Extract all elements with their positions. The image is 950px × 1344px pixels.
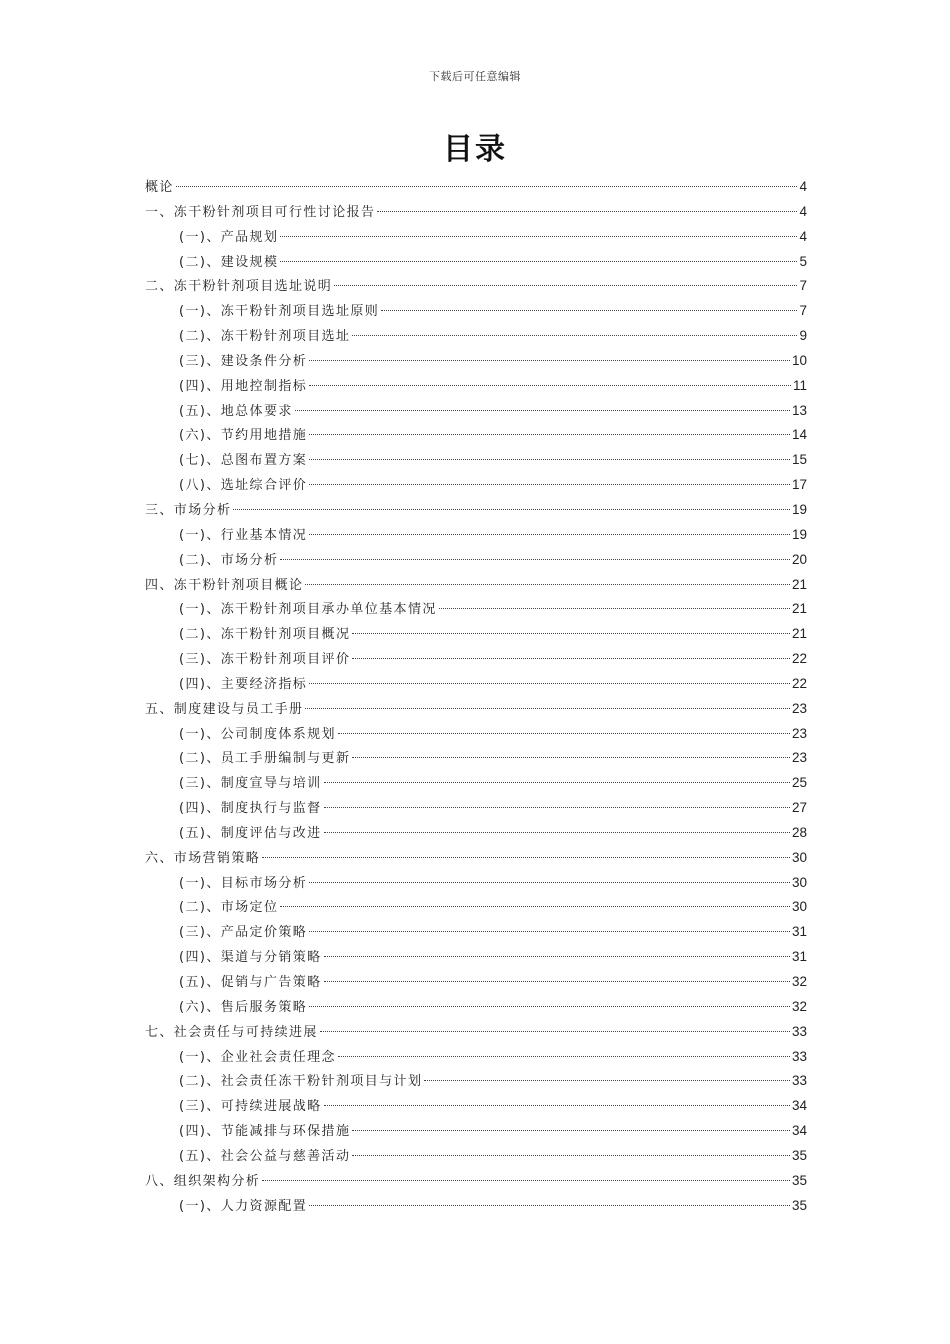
toc-dot-leader [338,733,790,734]
toc-entry[interactable] [145,1119,807,1144]
toc-dot-leader [352,757,790,758]
toc-entry[interactable] [145,498,807,523]
toc-entry-page-number[interactable]: 35 [791,1147,807,1163]
toc-title: 目录 [443,132,507,167]
toc-entry[interactable] [145,399,807,424]
toc-entry-page-number[interactable]: 10 [791,352,807,368]
toc-entry-page-number[interactable]: 25 [791,775,807,791]
toc-entry[interactable] [145,920,807,945]
toc-entry-page-number[interactable]: 33 [791,1048,807,1064]
toc-dot-leader [280,261,797,262]
toc-entry[interactable] [145,970,807,995]
toc-entry-page-number[interactable]: 19 [791,526,807,542]
toc-entry-page-number[interactable]: 30 [791,874,807,890]
toc-entry[interactable] [145,523,807,548]
toc-entry-page-number[interactable]: 4 [799,203,807,219]
toc-entry-page-number[interactable]: 23 [791,725,807,741]
toc-dot-leader [280,906,790,907]
toc-dot-leader [424,1080,790,1081]
toc-entry-label[interactable]: (二)、冻干粉针剂项目概况 [179,627,351,643]
toc-entry-page-number[interactable]: 9 [799,328,807,344]
toc-entry[interactable] [145,473,807,498]
toc-entry-label[interactable]: (二)、社会责任冻干粉针剂项目与计划 [179,1074,423,1090]
toc-dot-leader [352,335,797,336]
toc-dot-leader [305,584,790,585]
toc-dot-leader [309,683,790,684]
toc-entry-page-number[interactable]: 21 [791,601,807,617]
toc-entry-label[interactable]: (七)、总图布置方案 [179,453,308,469]
toc-entry-page-number[interactable]: 34 [791,1098,807,1114]
toc-entry-page-number[interactable]: 5 [799,253,807,269]
toc-dot-leader [352,658,790,659]
toc-entry-page-number[interactable]: 13 [791,402,807,418]
toc-entry-label[interactable]: 五、制度建设与员工手册 [145,701,304,717]
toc-dot-leader [309,385,791,386]
toc-dot-leader [309,434,790,435]
toc-dot-leader [309,931,790,932]
toc-entry-page-number[interactable]: 23 [791,750,807,766]
toc-entry-page-number[interactable]: 20 [791,551,807,567]
toc-entry[interactable] [145,945,807,970]
toc-dot-leader [377,211,797,212]
toc-entry-label[interactable]: (四)、制度执行与监督 [179,801,322,817]
toc-entry[interactable] [145,274,807,299]
toc-entry[interactable] [145,746,807,771]
toc-entry-label[interactable]: (五)、社会公益与慈善活动 [179,1148,351,1164]
toc-dot-leader [280,559,790,560]
toc-entry-page-number[interactable]: 28 [791,824,807,840]
toc-entry-label[interactable]: 概论 [145,180,174,195]
toc-dot-leader [262,1180,790,1181]
toc-dot-leader [233,509,790,510]
toc-entry-label[interactable]: (二)、市场分析 [179,552,279,568]
toc-entry[interactable] [145,548,807,573]
toc-entry[interactable] [145,1069,807,1094]
toc-entry[interactable] [145,423,807,448]
toc-entry[interactable] [145,573,807,598]
toc-dot-leader [309,459,790,460]
toc-dot-leader [324,1105,790,1106]
toc-dot-leader [262,857,790,858]
toc-entry[interactable] [145,597,807,622]
toc-entry-page-number[interactable]: 22 [791,675,807,691]
toc-dot-leader [309,1006,790,1007]
toc-entry[interactable] [145,821,807,846]
toc-dot-leader [381,310,797,311]
toc-entry-page-number[interactable]: 7 [799,278,807,294]
toc-dot-leader [324,981,790,982]
toc-entry[interactable] [145,771,807,796]
toc-dot-leader [280,236,797,237]
toc-entry[interactable] [145,722,807,747]
toc-entry[interactable] [145,672,807,697]
toc-entry-label[interactable]: (二)、市场定位 [179,900,279,916]
toc-entry-page-number[interactable]: 35 [791,1197,807,1213]
toc-entry[interactable] [145,697,807,722]
toc-entry-label[interactable]: (五)、促销与广告策略 [179,975,322,990]
toc-entry[interactable] [145,846,807,871]
toc-entry-page-number[interactable]: 14 [791,427,807,443]
toc-dot-leader [352,633,790,634]
toc-entry-label[interactable]: (一)、冻干粉针剂项目选址原则 [179,304,380,320]
toc-entry-label[interactable]: (一)、公司制度体系规划 [179,726,336,742]
toc-entry[interactable] [145,200,807,225]
toc-entry-page-number[interactable]: 30 [791,849,807,865]
toc-entry[interactable] [145,1194,807,1219]
toc-entry-page-number[interactable]: 34 [791,1123,807,1139]
toc-entry[interactable] [145,175,807,200]
toc-entry-label[interactable]: (二)、建设规模 [179,254,279,270]
toc-entry-page-number[interactable]: 4 [799,228,807,244]
toc-entry-label[interactable]: 七、社会责任与可持续进展 [145,1024,318,1040]
toc-entry-page-number[interactable]: 11 [792,377,807,393]
toc-entry[interactable] [145,1045,807,1070]
toc-entry-label[interactable]: 六、市场营销策略 [145,850,261,866]
header-note: 下载后可任意编辑 [429,70,521,83]
toc-dot-leader [352,1155,790,1156]
toc-entry-page-number[interactable]: 19 [791,501,807,517]
toc-entry-page-number[interactable]: 22 [791,651,807,667]
toc-entry-label[interactable]: (五)、地总体要求 [179,403,293,419]
toc-entry-page-number[interactable]: 17 [791,477,807,493]
toc-entry[interactable] [145,299,807,324]
toc-dot-leader [176,186,798,187]
toc-entry[interactable] [145,1144,807,1169]
toc-entry-page-number[interactable]: 31 [791,949,807,965]
toc-entry-page-number[interactable]: 31 [791,924,807,940]
toc-entry-label[interactable]: (五)、制度评估与改进 [179,825,322,841]
toc-entry-page-number[interactable]: 33 [791,1023,807,1039]
toc-entry-label[interactable]: (一)、企业社会责任理念 [179,1049,336,1065]
toc-entry-page-number[interactable]: 21 [791,576,807,592]
toc-entry-label[interactable]: (一)、人力资源配置 [179,1198,308,1214]
toc-entry-label[interactable]: (一)、行业基本情况 [179,527,308,543]
toc-entry[interactable] [145,225,807,250]
toc-entry[interactable] [145,647,807,672]
toc-entry[interactable] [145,448,807,473]
toc-entry-label[interactable]: (八)、选址综合评价 [179,478,308,494]
toc-entry-label[interactable]: 一、冻干粉针剂项目可行性讨论报告 [145,204,376,220]
toc-entry-page-number[interactable]: 32 [791,998,807,1014]
toc-dot-leader [352,1130,790,1131]
toc-entry-page-number[interactable]: 35 [791,1172,807,1188]
toc-entry-page-number[interactable]: 21 [791,626,807,642]
toc-dot-leader [309,882,790,883]
toc-dot-leader [320,1031,790,1032]
toc-dot-leader [324,832,790,833]
toc-entry-page-number[interactable]: 15 [791,452,807,468]
toc-entry-label[interactable]: (二)、员工手册编制与更新 [179,751,351,767]
toc-entry-label[interactable]: 四、冻干粉针剂项目概论 [145,577,304,593]
toc-dot-leader [439,608,790,609]
toc-dot-leader [324,807,790,808]
toc-entry-label[interactable]: (四)、渠道与分销策略 [179,950,322,966]
toc-dot-leader [309,534,790,535]
toc-entry-label[interactable]: (三)、冻干粉针剂项目评价 [179,652,351,668]
toc-entry[interactable] [145,995,807,1020]
toc-dot-leader [295,410,790,411]
toc-entry[interactable] [145,1169,807,1194]
toc-entry-page-number[interactable]: 33 [791,1073,807,1089]
toc-entry-label[interactable]: (二)、冻干粉针剂项目选址 [179,329,351,345]
toc-entry-label[interactable]: (三)、产品定价策略 [179,925,308,941]
toc-entry-label[interactable]: (一)、目标市场分析 [179,875,308,891]
toc-entry-label[interactable]: (三)、建设条件分析 [179,353,308,369]
toc-entry-label[interactable]: (三)、制度宣导与培训 [179,776,322,792]
toc-entry[interactable] [145,871,807,896]
toc-entry-page-number[interactable]: 7 [799,303,807,319]
toc-dot-leader [324,782,790,783]
toc-entry-page-number[interactable]: 32 [791,974,807,989]
toc-entry[interactable] [145,374,807,399]
toc-entry[interactable] [145,622,807,647]
toc-entry[interactable] [145,250,807,275]
toc-entry[interactable] [145,895,807,920]
toc-dot-leader [309,484,790,485]
toc-entry[interactable] [145,1020,807,1045]
toc-dot-leader [305,708,790,709]
toc-entry-label[interactable]: 二、冻干粉针剂项目选址说明 [145,279,333,295]
toc-entry-label[interactable]: 三、市场分析 [145,502,232,518]
toc-entry[interactable] [145,349,807,374]
toc-entry-page-number[interactable]: 23 [791,700,807,716]
toc-entry[interactable] [145,324,807,349]
toc-entry-page-number[interactable]: 4 [799,179,807,194]
toc-dot-leader [324,956,790,957]
toc-entry-label[interactable]: (四)、主要经济指标 [179,676,308,692]
toc-dot-leader [338,1056,790,1057]
toc-entry-page-number[interactable]: 30 [791,899,807,915]
toc-entry-label[interactable]: (四)、节能减排与环保措施 [179,1124,351,1140]
toc-entry-label[interactable]: 八、组织架构分析 [145,1173,261,1189]
toc-entry-label[interactable]: (四)、用地控制指标 [179,378,308,394]
toc-dot-leader [309,360,790,361]
toc-dot-leader [334,285,797,286]
toc-entry[interactable] [145,796,807,821]
toc-entry[interactable] [145,1094,807,1119]
toc-entry-label[interactable]: (六)、售后服务策略 [179,999,308,1015]
toc-entry-page-number[interactable]: 27 [791,800,807,816]
toc-entry-label[interactable]: (一)、产品规划 [179,229,279,245]
toc-entry-label[interactable]: (一)、冻干粉针剂项目承办单位基本情况 [179,602,437,618]
table-of-contents [145,175,807,1218]
toc-entry-label[interactable]: (六)、节约用地措施 [179,428,308,444]
toc-entry-label[interactable]: (三)、可持续进展战略 [179,1099,322,1115]
toc-dot-leader [309,1205,790,1206]
